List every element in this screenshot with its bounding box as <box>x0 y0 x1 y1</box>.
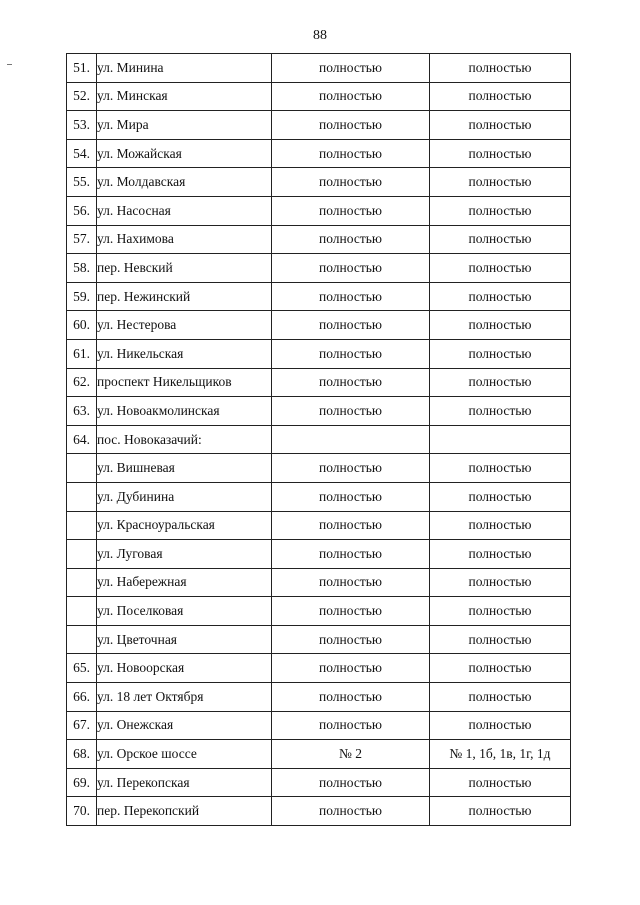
row-number: 68. <box>67 740 97 769</box>
row-number: 58. <box>67 254 97 283</box>
street-name: ул. Онежская <box>97 711 272 740</box>
table-row <box>67 54 571 83</box>
table-row <box>67 82 571 111</box>
row-number: 53. <box>67 111 97 140</box>
coverage-col-2: полностью <box>430 397 571 426</box>
table-row <box>67 511 571 540</box>
coverage-col-2: полностью <box>430 482 571 511</box>
coverage-col-2: полностью <box>430 54 571 83</box>
row-number: 66. <box>67 683 97 712</box>
coverage-col-1: полностью <box>272 797 430 826</box>
coverage-col-2: полностью <box>430 225 571 254</box>
street-name: ул. Минская <box>97 82 272 111</box>
coverage-col-2: полностью <box>430 254 571 283</box>
coverage-col-1: полностью <box>272 311 430 340</box>
coverage-col-2: полностью <box>430 168 571 197</box>
coverage-col-2: полностью <box>430 597 571 626</box>
coverage-col-1: полностью <box>272 168 430 197</box>
street-name: ул. Нахимова <box>97 225 272 254</box>
coverage-col-1: полностью <box>272 54 430 83</box>
row-number: 69. <box>67 768 97 797</box>
coverage-col-2: полностью <box>430 625 571 654</box>
coverage-col-1: полностью <box>272 768 430 797</box>
table-row <box>67 368 571 397</box>
table-row <box>67 139 571 168</box>
table-row <box>67 740 571 769</box>
street-name: ул. Мира <box>97 111 272 140</box>
table-row <box>67 196 571 225</box>
coverage-col-1: полностью <box>272 397 430 426</box>
coverage-col-2: полностью <box>430 82 571 111</box>
coverage-col-1: полностью <box>272 254 430 283</box>
street-name: ул. Цветочная <box>97 625 272 654</box>
table-row <box>67 568 571 597</box>
street-name: ул. 18 лет Октября <box>97 683 272 712</box>
street-name: ул. Красноуральская <box>97 511 272 540</box>
coverage-col-1: полностью <box>272 454 430 483</box>
street-name: ул. Молдавская <box>97 168 272 197</box>
street-name: ул. Новоакмолинская <box>97 397 272 426</box>
table-row <box>67 482 571 511</box>
coverage-col-1: полностью <box>272 711 430 740</box>
street-name: пер. Перекопский <box>97 797 272 826</box>
coverage-col-2: полностью <box>430 139 571 168</box>
coverage-col-1: полностью <box>272 683 430 712</box>
coverage-col-1: полностью <box>272 368 430 397</box>
table-row <box>67 397 571 426</box>
row-number: 57. <box>67 225 97 254</box>
table-row <box>67 625 571 654</box>
coverage-col-2: полностью <box>430 768 571 797</box>
street-name: ул. Луговая <box>97 540 272 569</box>
street-name: ул. Поселковая <box>97 597 272 626</box>
coverage-col-1: полностью <box>272 540 430 569</box>
coverage-col-1: полностью <box>272 511 430 540</box>
row-number-empty <box>67 597 97 626</box>
row-number-empty <box>67 454 97 483</box>
row-number: 56. <box>67 196 97 225</box>
street-name: ул. Минина <box>97 54 272 83</box>
row-number-empty <box>67 540 97 569</box>
row-number: 60. <box>67 311 97 340</box>
table-row <box>67 168 571 197</box>
coverage-col-2: полностью <box>430 568 571 597</box>
coverage-col-2: полностью <box>430 339 571 368</box>
coverage-col-2: полностью <box>430 311 571 340</box>
coverage-col-2: полностью <box>430 454 571 483</box>
coverage-col-2: № 1, 1б, 1в, 1г, 1д <box>430 740 571 769</box>
row-number: 61. <box>67 339 97 368</box>
coverage-col-2: полностью <box>430 683 571 712</box>
table-row <box>67 339 571 368</box>
street-name: ул. Дубинина <box>97 482 272 511</box>
page-number: 88 <box>313 28 327 43</box>
coverage-col-1: полностью <box>272 282 430 311</box>
coverage-col-2: полностью <box>430 797 571 826</box>
coverage-col-2: полностью <box>430 511 571 540</box>
row-number: 62. <box>67 368 97 397</box>
street-name: пер. Нежинский <box>97 282 272 311</box>
row-number: 63. <box>67 397 97 426</box>
table-row <box>67 111 571 140</box>
coverage-col-2 <box>430 425 571 454</box>
coverage-col-2: полностью <box>430 540 571 569</box>
coverage-col-1 <box>272 425 430 454</box>
row-number: 55. <box>67 168 97 197</box>
coverage-col-1: полностью <box>272 568 430 597</box>
row-number-empty <box>67 482 97 511</box>
street-name: ул. Насосная <box>97 196 272 225</box>
table-row <box>67 282 571 311</box>
coverage-col-2: полностью <box>430 282 571 311</box>
table-row <box>67 654 571 683</box>
coverage-col-1: № 2 <box>272 740 430 769</box>
street-name: ул. Вишневая <box>97 454 272 483</box>
coverage-col-2: полностью <box>430 711 571 740</box>
street-name: ул. Орское шоссе <box>97 740 272 769</box>
coverage-col-1: полностью <box>272 482 430 511</box>
coverage-col-2: полностью <box>430 196 571 225</box>
table-row <box>67 768 571 797</box>
row-number-empty <box>67 568 97 597</box>
row-number-empty <box>67 625 97 654</box>
street-name: ул. Новоорская <box>97 654 272 683</box>
row-number: 65. <box>67 654 97 683</box>
table-row <box>67 225 571 254</box>
coverage-col-1: полностью <box>272 196 430 225</box>
coverage-col-1: полностью <box>272 625 430 654</box>
street-name: ул. Нестерова <box>97 311 272 340</box>
coverage-col-1: полностью <box>272 339 430 368</box>
table-row <box>67 311 571 340</box>
table-row <box>67 454 571 483</box>
row-number: 51. <box>67 54 97 83</box>
coverage-col-1: полностью <box>272 82 430 111</box>
table-row <box>67 683 571 712</box>
margin-mark <box>7 64 12 65</box>
row-number: 54. <box>67 139 97 168</box>
coverage-col-1: полностью <box>272 654 430 683</box>
street-name: пер. Невский <box>97 254 272 283</box>
row-number: 67. <box>67 711 97 740</box>
coverage-col-1: полностью <box>272 139 430 168</box>
row-number: 59. <box>67 282 97 311</box>
coverage-col-2: полностью <box>430 654 571 683</box>
table-row <box>67 597 571 626</box>
table-row <box>67 254 571 283</box>
row-number: 52. <box>67 82 97 111</box>
coverage-col-1: полностью <box>272 111 430 140</box>
street-name: ул. Набережная <box>97 568 272 597</box>
row-number: 70. <box>67 797 97 826</box>
coverage-col-2: полностью <box>430 368 571 397</box>
street-name: ул. Никельская <box>97 339 272 368</box>
street-name: пос. Новоказачий: <box>97 425 272 454</box>
street-name: ул. Можайская <box>97 139 272 168</box>
table-row <box>67 797 571 826</box>
row-number: 64. <box>67 425 97 454</box>
table-row <box>67 425 571 454</box>
street-name: проспект Никельщиков <box>97 368 272 397</box>
row-number-empty <box>67 511 97 540</box>
street-name: ул. Перекопская <box>97 768 272 797</box>
coverage-col-1: полностью <box>272 597 430 626</box>
coverage-col-1: полностью <box>272 225 430 254</box>
coverage-col-2: полностью <box>430 111 571 140</box>
table-row <box>67 540 571 569</box>
table-row <box>67 711 571 740</box>
street-table <box>66 53 571 826</box>
